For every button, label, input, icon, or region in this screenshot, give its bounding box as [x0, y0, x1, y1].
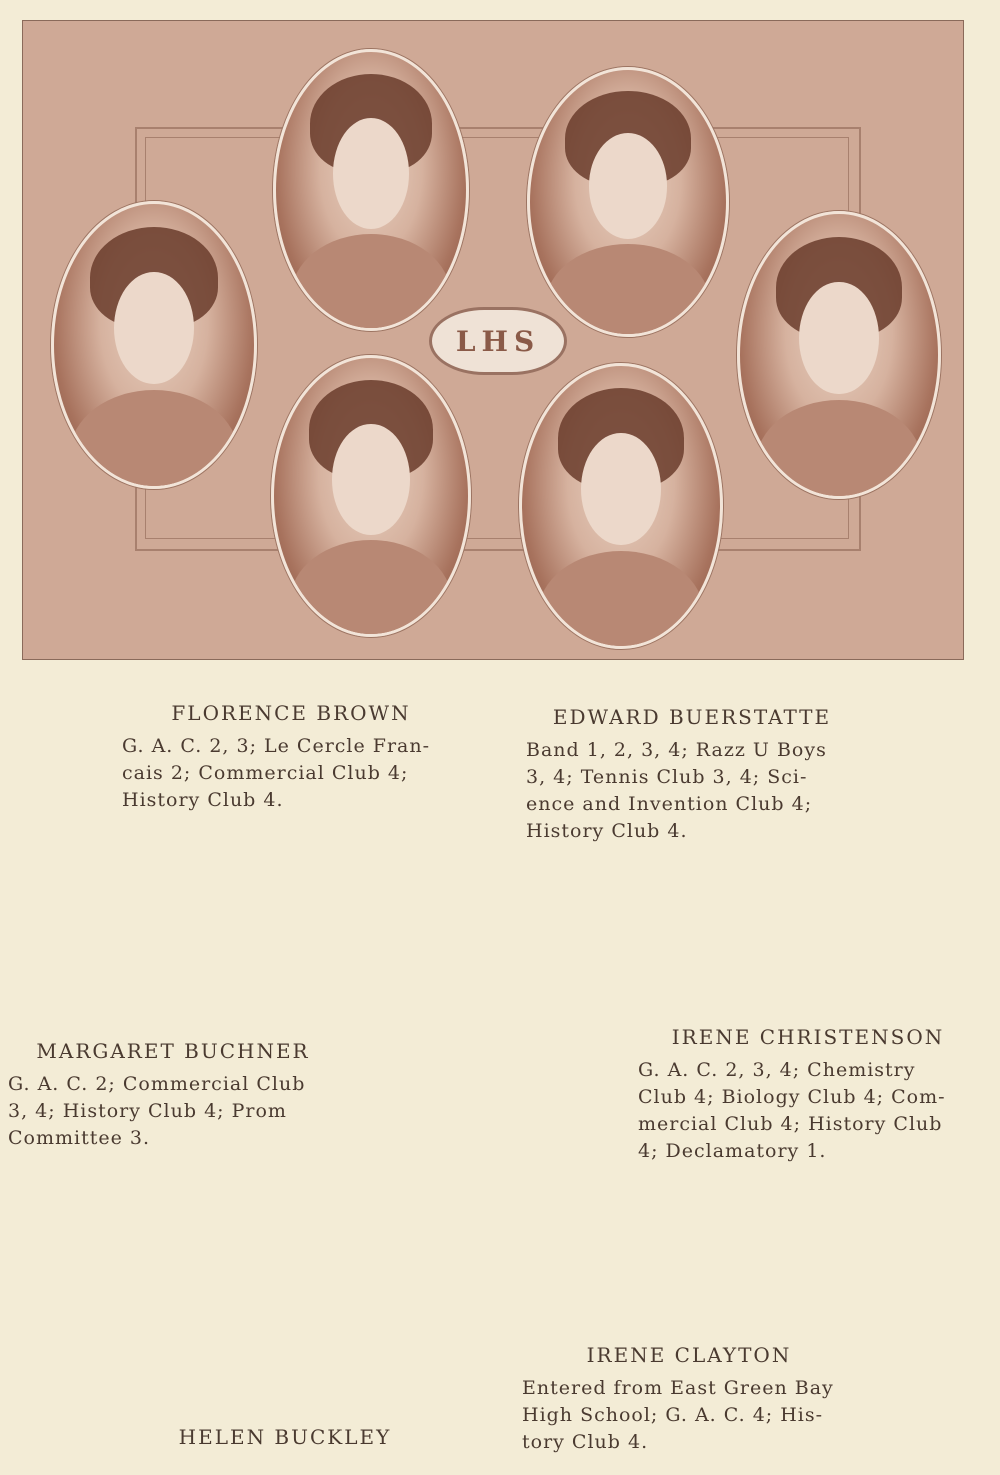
- portrait-top-left: [273, 49, 469, 331]
- student-name: EDWARD BUERSTATTE: [552, 705, 832, 729]
- entry-florence-brown: [122, 700, 460, 814]
- entry-margaret-buchner: [8, 1038, 338, 1152]
- entry-irene-christenson: [638, 1024, 978, 1165]
- student-name: MARGARET BUCHNER: [36, 1039, 310, 1063]
- lhs-monogram: LHS: [429, 307, 567, 375]
- entry-edward-buerstatte: [526, 704, 858, 845]
- student-activities: G. A. C. 2; Commercial Club 3, 4; History Club 4; Prom Committee 3.: [8, 1073, 306, 1149]
- portrait-left: [51, 201, 257, 489]
- portrait-panel: [22, 20, 964, 660]
- student-activities: Band 1, 2, 3, 4; Razz U Boys 3, 4; Tennis Club 3, 4; Sci- ence and Invention Club 4; History Club 4.: [526, 739, 827, 842]
- student-name: FLORENCE BROWN: [171, 701, 411, 725]
- entry-irene-clayton: [522, 1342, 856, 1456]
- student-name: IRENE CHRISTENSON: [671, 1025, 945, 1049]
- student-activities: Entered from East Green Bay High School; G. A. C. 4; His- tory Club 4.: [522, 1377, 834, 1453]
- student-activities: G. A. C. 2, 3, 4; Chemistry Club 4; Biology Club 4; Com- mercial Club 4; History Club 4; Declamatory 1.: [638, 1059, 946, 1162]
- portrait-bottom-left: [271, 355, 471, 637]
- student-activities: G. A. C. 2, 3; Le Cercle Fran- cais 2; Commercial Club 4; History Club 4.: [122, 735, 431, 811]
- portrait-top-right: [527, 67, 729, 337]
- student-name: HELEN BUCKLEY: [178, 1425, 392, 1449]
- portrait-bottom-right: [519, 363, 723, 649]
- entry-helen-buckley: [150, 1424, 420, 1451]
- student-name: IRENE CLAYTON: [586, 1343, 792, 1367]
- portrait-right: [737, 211, 941, 499]
